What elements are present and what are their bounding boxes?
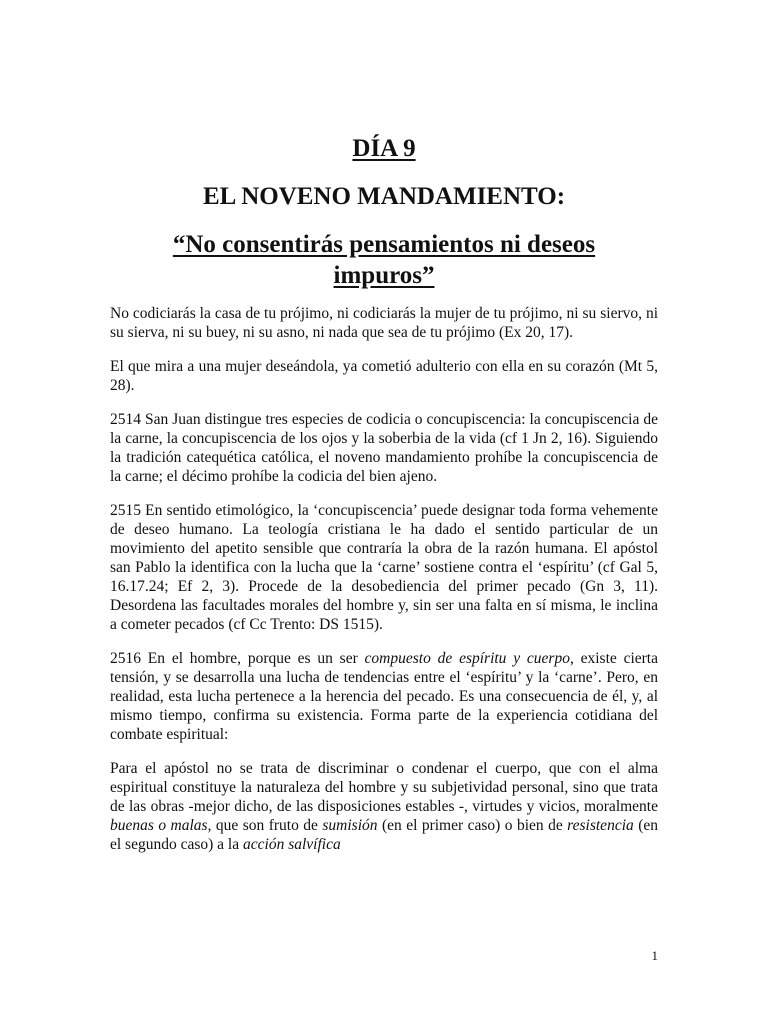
italic-text: resistencia bbox=[567, 817, 634, 834]
paragraph-2516 bbox=[110, 649, 658, 744]
text-run: (en el primer caso) o bien de bbox=[377, 817, 568, 834]
paragraph-2515: 2515 En sentido etimológico, la ‘concupiscencia’ puede designar toda forma vehemente de deseo humano. La teología cristiana le ha dado el sentido particular de un movimiento del apetito sensible que contraría la obra de la razón humana. El apóstol san Pablo la identifica con la lucha que la ‘carne’ sostiene contra el ‘espíritu’ (cf Gal 5, 16.17.24; Ef 2, 3). Procede de la desobediencia del primer pecado (Gn 3, 11). Desordena las facultades morales del hombre y, sin ser una falta en sí misma, le inclina a cometer pecados (cf Cc Trento: DS 1515). bbox=[110, 502, 658, 633]
text-run: , que son fruto de bbox=[207, 817, 323, 834]
italic-text: sumisión bbox=[322, 817, 378, 834]
italic-text: compuesto de espíritu y cuerpo bbox=[364, 650, 570, 667]
body-text bbox=[110, 304, 658, 869]
text-run: Para el apóstol no se trata de discriminar o condenar el cuerpo, que con el alma espiritual constituye la naturaleza del hombre y su subjetividad personal, sino que trata de las obras -mejor dicho, de las disposiciones estables -, virtudes y vicios, moralmente bbox=[110, 760, 658, 815]
paragraph-2514: 2514 San Juan distingue tres especies de codicia o concupiscencia: la concupiscencia de la carne, la concupiscencia de los ojos y la soberbia de la vida (cf 1 Jn 2, 16). Siguiendo la tradición catequética católica, el noveno mandamiento prohíbe la concupiscencia de la carne; el décimo prohíbe la codicia del bien ajeno. bbox=[110, 411, 658, 485]
paragraph-exodus: No codiciarás la casa de tu prójimo, ni codiciarás la mujer de tu prójimo, ni su siervo, ni su sierva, ni su buey, ni su asno, ni nada que sea de tu prójimo (Ex 20, 17). bbox=[110, 305, 658, 341]
text-run: 2516 En el hombre, porque es un ser bbox=[110, 650, 365, 667]
italic-text: buenas o malas bbox=[110, 817, 208, 834]
commandment-title: EL NOVENO MANDAMIENTO: bbox=[202, 183, 566, 210]
day-title: DÍA 9 bbox=[352, 135, 416, 162]
page-number: 1 bbox=[651, 948, 658, 963]
text-run: , existe cierta tensión, y se desarrolla una lucha de tendencias entre el ‘espíritu’ y la ‘carne’. Pero, en realidad, esta lucha pertenece a la herencia del pecado. Es una consecuencia de él, y, al mismo tiempo, confirma su existencia. Forma parte de la experiencia cotidiana del combate espiritual: bbox=[110, 650, 658, 743]
italic-text: acción salvífica bbox=[243, 836, 341, 853]
text-run: (en el segundo caso) a la bbox=[110, 817, 659, 853]
commandment-quote: “No consentirás pensamientos ni deseos impuros” bbox=[172, 231, 596, 289]
paragraph-matthew: El que mira a una mujer deseándola, ya cometió adulterio con ella en su corazón (Mt 5, 28). bbox=[110, 358, 658, 394]
paragraph-apostle bbox=[110, 759, 658, 854]
